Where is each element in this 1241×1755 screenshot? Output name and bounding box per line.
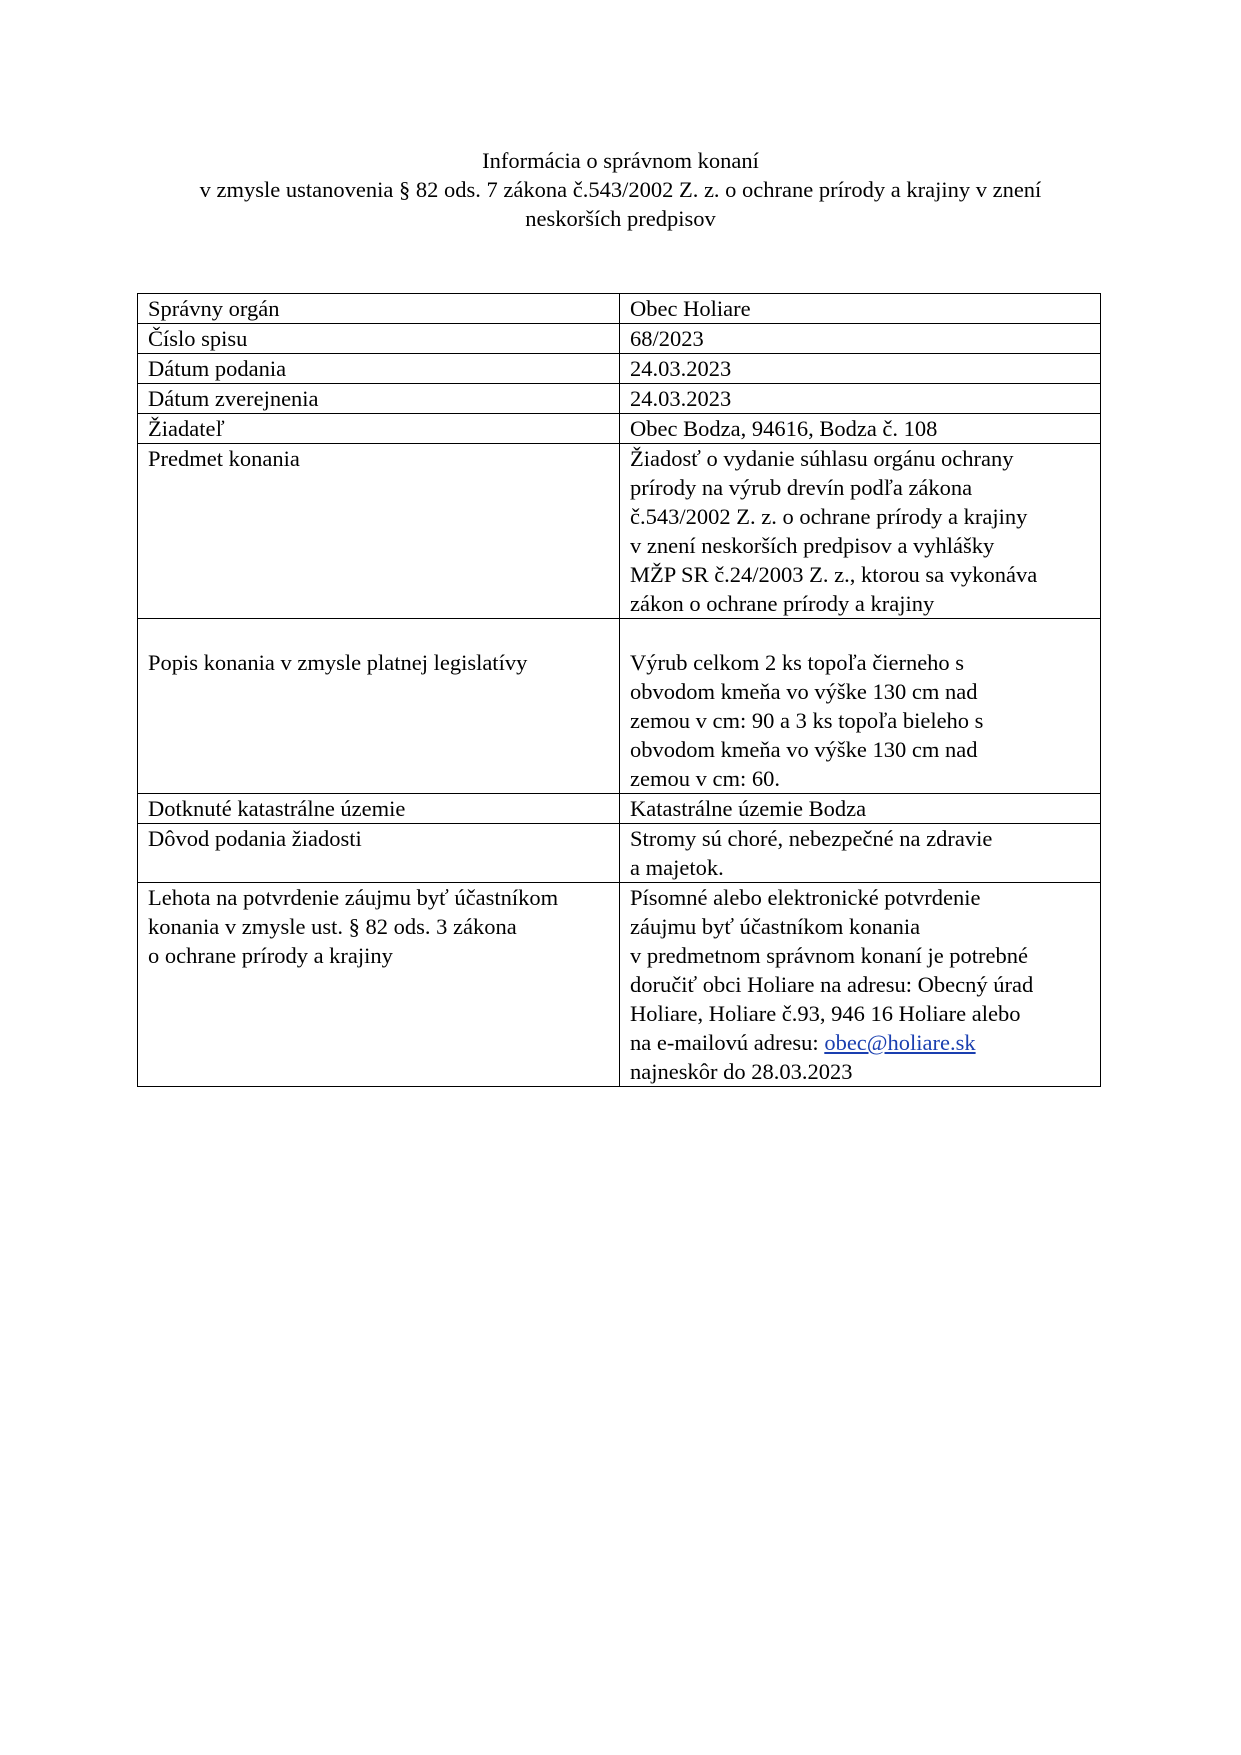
table-row-deadline [138,883,1101,1087]
label-cell [138,324,620,354]
label-cell [138,384,620,414]
row-value: 24.03.2023 [630,356,732,381]
row-value-line: prírody na výrub drevín podľa zákona [630,475,973,500]
row-value: Obec Holiare [630,296,751,321]
row-label-line: Lehota na potvrdenie záujmu byť účastníkom [148,885,559,910]
row-value-line: zákon o ochrane prírody a krajiny [630,591,935,616]
heading-title: Informácia o správnom konaní [482,148,759,173]
row-value-line: zemou v cm: 60. [630,766,780,791]
row-label: Dátum podania [148,356,287,381]
value-cell [620,794,1101,824]
table-row-description [138,619,1101,794]
label-cell [138,619,620,794]
row-label: Dotknuté katastrálne územie [148,796,406,821]
label-cell [138,414,620,444]
deadline-date: najneskôr do 28.03.2023 [630,1059,853,1084]
row-value: Katastrálne územie Bodza [630,796,867,821]
row-value-line: doručiť obci Holiare na adresu: Obecný úrad [630,972,1034,997]
table-row-publication-date [138,384,1101,414]
document-heading [130,146,1111,233]
row-label: Dôvod podania žiadosti [148,826,362,851]
value-cell [620,824,1101,883]
label-cell [138,354,620,384]
row-label: Číslo spisu [148,326,248,351]
value-cell [620,414,1101,444]
email-line [630,1028,1090,1057]
label-cell [138,794,620,824]
value-cell [620,354,1101,384]
row-value-line: MŽP SR č.24/2003 Z. z., ktorou sa vykonáva [630,562,1038,587]
label-cell [138,824,620,883]
row-label-line: konania v zmysle ust. § 82 ods. 3 zákona [148,914,517,939]
row-value-line: obvodom kmeňa vo výške 130 cm nad [630,737,978,762]
label-cell [138,294,620,324]
row-value-line: zemou v cm: 90 a 3 ks topoľa bieleho s [630,708,984,733]
row-label: Popis konania v zmysle platnej legislatívy [148,650,528,675]
blank-line [148,619,609,648]
table-row-administrative-body [138,294,1101,324]
row-value-line: Holiare, Holiare č.93, 946 16 Holiare alebo [630,1001,1021,1026]
value-cell [620,444,1101,619]
table-row-file-number [138,324,1101,354]
value-cell [620,883,1101,1087]
value-cell [620,294,1101,324]
email-prefix: na e-mailovú adresu: [630,1030,825,1055]
row-value-line: Výrub celkom 2 ks topoľa čierneho s [630,650,965,675]
table-row-submission-date [138,354,1101,384]
row-label: Správny orgán [148,296,280,321]
label-cell [138,444,620,619]
row-value-line: Žiadosť o vydanie súhlasu orgánu ochrany [630,446,1014,471]
email-link[interactable]: obec@holiare.sk [824,1030,976,1055]
heading-subtitle-line1: v zmysle ustanovenia § 82 ods. 7 zákona č.543/2002 Z. z. o ochrane prírody a krajiny v znení [199,177,1042,202]
value-cell [620,324,1101,354]
heading-subtitle-line2: neskorších predpisov [525,206,716,231]
row-value-line: č.543/2002 Z. z. o ochrane prírody a krajiny [630,504,1028,529]
table-row-subject [138,444,1101,619]
row-value-line: Písomné alebo elektronické potvrdenie [630,885,981,910]
table-row-reason [138,824,1101,883]
row-value-line: a majetok. [630,855,724,880]
row-value: 68/2023 [630,326,704,351]
value-cell [620,384,1101,414]
row-value-line: obvodom kmeňa vo výške 130 cm nad [630,679,978,704]
row-label: Dátum zverejnenia [148,386,319,411]
label-cell [138,883,620,1087]
row-value-line: v znení neskorších predpisov a vyhlášky [630,533,995,558]
table-row-cadastral-area [138,794,1101,824]
procedure-info-table [137,293,1101,1087]
blank-line [630,619,1090,648]
row-value-line: záujmu byť účastníkom konania [630,914,921,939]
row-label: Predmet konania [148,446,300,471]
row-value: 24.03.2023 [630,386,732,411]
table-row-applicant [138,414,1101,444]
value-cell [620,619,1101,794]
row-label: Žiadateľ [148,416,225,441]
row-value: Obec Bodza, 94616, Bodza č. 108 [630,416,938,441]
row-value-line: Stromy sú choré, nebezpečné na zdravie [630,826,993,851]
row-value-line: v predmetnom správnom konaní je potrebné [630,943,1029,968]
row-label-line: o ochrane prírody a krajiny [148,943,393,968]
